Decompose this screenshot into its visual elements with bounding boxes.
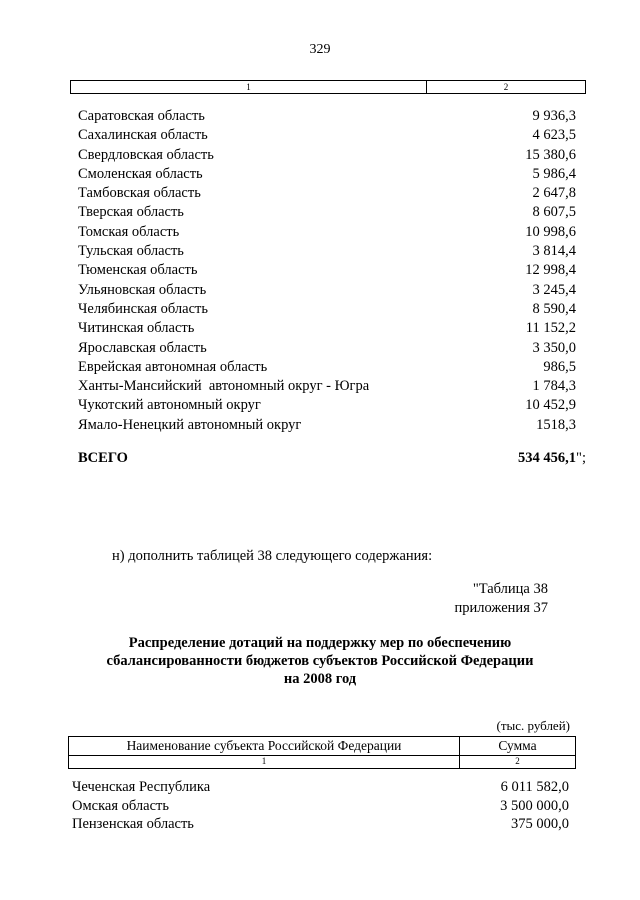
- region-value: 6 011 582,0: [500, 779, 569, 795]
- table2-header-col1: Наименование субъекта Российской Федерации: [69, 737, 460, 755]
- region-name: Челябинская область: [78, 300, 208, 317]
- table-row: [78, 261, 576, 280]
- table-row: [78, 126, 576, 145]
- region-value: 8 590,4: [532, 300, 576, 317]
- region-value: 12 998,4: [525, 262, 576, 279]
- region-value: 986,5: [543, 358, 576, 375]
- amendment-text: н) дополнить таблицей 38 следующего содержания:: [112, 548, 433, 564]
- region-value: 15 380,6: [525, 146, 576, 163]
- heading-line2: сбалансированности бюджетов субъектов Российской Федерации: [106, 653, 534, 669]
- section-heading: [60, 634, 580, 688]
- region-value: 3 350,0: [532, 339, 576, 356]
- total-value-wrap: [518, 450, 586, 467]
- region-value: 3 814,4: [532, 243, 576, 260]
- table-row: [78, 377, 576, 396]
- region-name: Читинская область: [78, 320, 195, 337]
- region-value: 5 986,4: [532, 165, 576, 182]
- table2-number-row: [69, 756, 575, 768]
- region-value: 3 500 000,0: [500, 797, 569, 814]
- table2-header: [68, 736, 576, 769]
- table-row: [78, 416, 576, 435]
- total-value: 534 456,1: [518, 450, 577, 466]
- table2-num-col2: 2: [515, 756, 520, 766]
- table-reference-line1: "Таблица 38: [472, 581, 548, 597]
- region-name: Тюменская область: [78, 262, 198, 279]
- region-value: 10 998,6: [525, 223, 576, 240]
- table-row: [78, 300, 576, 319]
- region-name: Тульская область: [78, 243, 184, 260]
- region-value: 1 784,3: [532, 378, 576, 395]
- region-name: Смоленская область: [78, 165, 203, 182]
- region-value: 1518,3: [536, 416, 576, 433]
- table-row: [78, 203, 576, 222]
- region-name: Свердловская область: [78, 146, 214, 163]
- table-row: [78, 146, 576, 165]
- region-name: Сахалинская область: [78, 127, 208, 144]
- table-row: [78, 396, 576, 415]
- table-row: [72, 778, 569, 797]
- table-row: [78, 281, 576, 300]
- region-name: Тверская область: [78, 204, 184, 221]
- region-name: Еврейская автономная область: [78, 358, 268, 375]
- region-value: 4 623,5: [532, 127, 576, 144]
- region-value: 11 152,2: [525, 320, 576, 337]
- table-row: [78, 339, 576, 358]
- region-name: Саратовская область: [78, 108, 205, 124]
- region-value: 9 936,3: [532, 108, 576, 124]
- table-row: [78, 358, 576, 377]
- table2-header-col2: Сумма: [498, 738, 537, 753]
- region-value: 3 245,4: [532, 281, 576, 298]
- total-suffix: ";: [576, 450, 586, 466]
- table1-rows: [78, 107, 576, 435]
- total-label: ВСЕГО: [78, 450, 128, 466]
- table-row: [78, 165, 576, 184]
- heading-line3: на 2008 год: [283, 671, 357, 687]
- table-row: [78, 319, 576, 338]
- table-row: [78, 223, 576, 242]
- table1-total-row: [78, 450, 586, 467]
- region-name: Пензенская область: [72, 816, 194, 832]
- heading-line1: Распределение дотаций на поддержку мер по обеспечению: [128, 635, 512, 651]
- region-value: 2 647,8: [532, 185, 576, 202]
- table1-header-col2: 2: [503, 82, 509, 92]
- table2-header-row: [69, 737, 575, 756]
- region-name: Ямало-Ненецкий автономный округ: [78, 416, 302, 433]
- region-name: Ханты-Мансийский автономный округ - Югра: [78, 378, 370, 395]
- region-name: Чукотский автономный округ: [78, 397, 261, 414]
- table-row: [78, 107, 576, 126]
- table-reference-line2: приложения 37: [454, 600, 548, 616]
- table-row: [72, 797, 569, 816]
- region-value: 8 607,5: [532, 204, 576, 221]
- region-name: Тамбовская область: [78, 185, 201, 202]
- table-row: [72, 815, 569, 834]
- region-value: 375 000,0: [511, 816, 569, 832]
- units-label: (тыс. рублей): [496, 718, 570, 733]
- table-row: [78, 184, 576, 203]
- table-row: [78, 242, 576, 261]
- page-number: 329: [309, 42, 331, 57]
- region-name: Томская область: [78, 223, 180, 240]
- region-name: Ульяновская область: [78, 281, 207, 298]
- table2-rows: [72, 778, 569, 834]
- table1-header-col1: 1: [71, 81, 427, 93]
- table-reference: [420, 580, 548, 618]
- region-value: 10 452,9: [525, 397, 576, 414]
- region-name: Чеченская Республика: [72, 779, 211, 795]
- region-name: Ярославская область: [78, 339, 207, 356]
- region-name: Омская область: [72, 797, 169, 814]
- table1-header: [70, 80, 586, 94]
- table2-num-col1: 1: [69, 756, 460, 768]
